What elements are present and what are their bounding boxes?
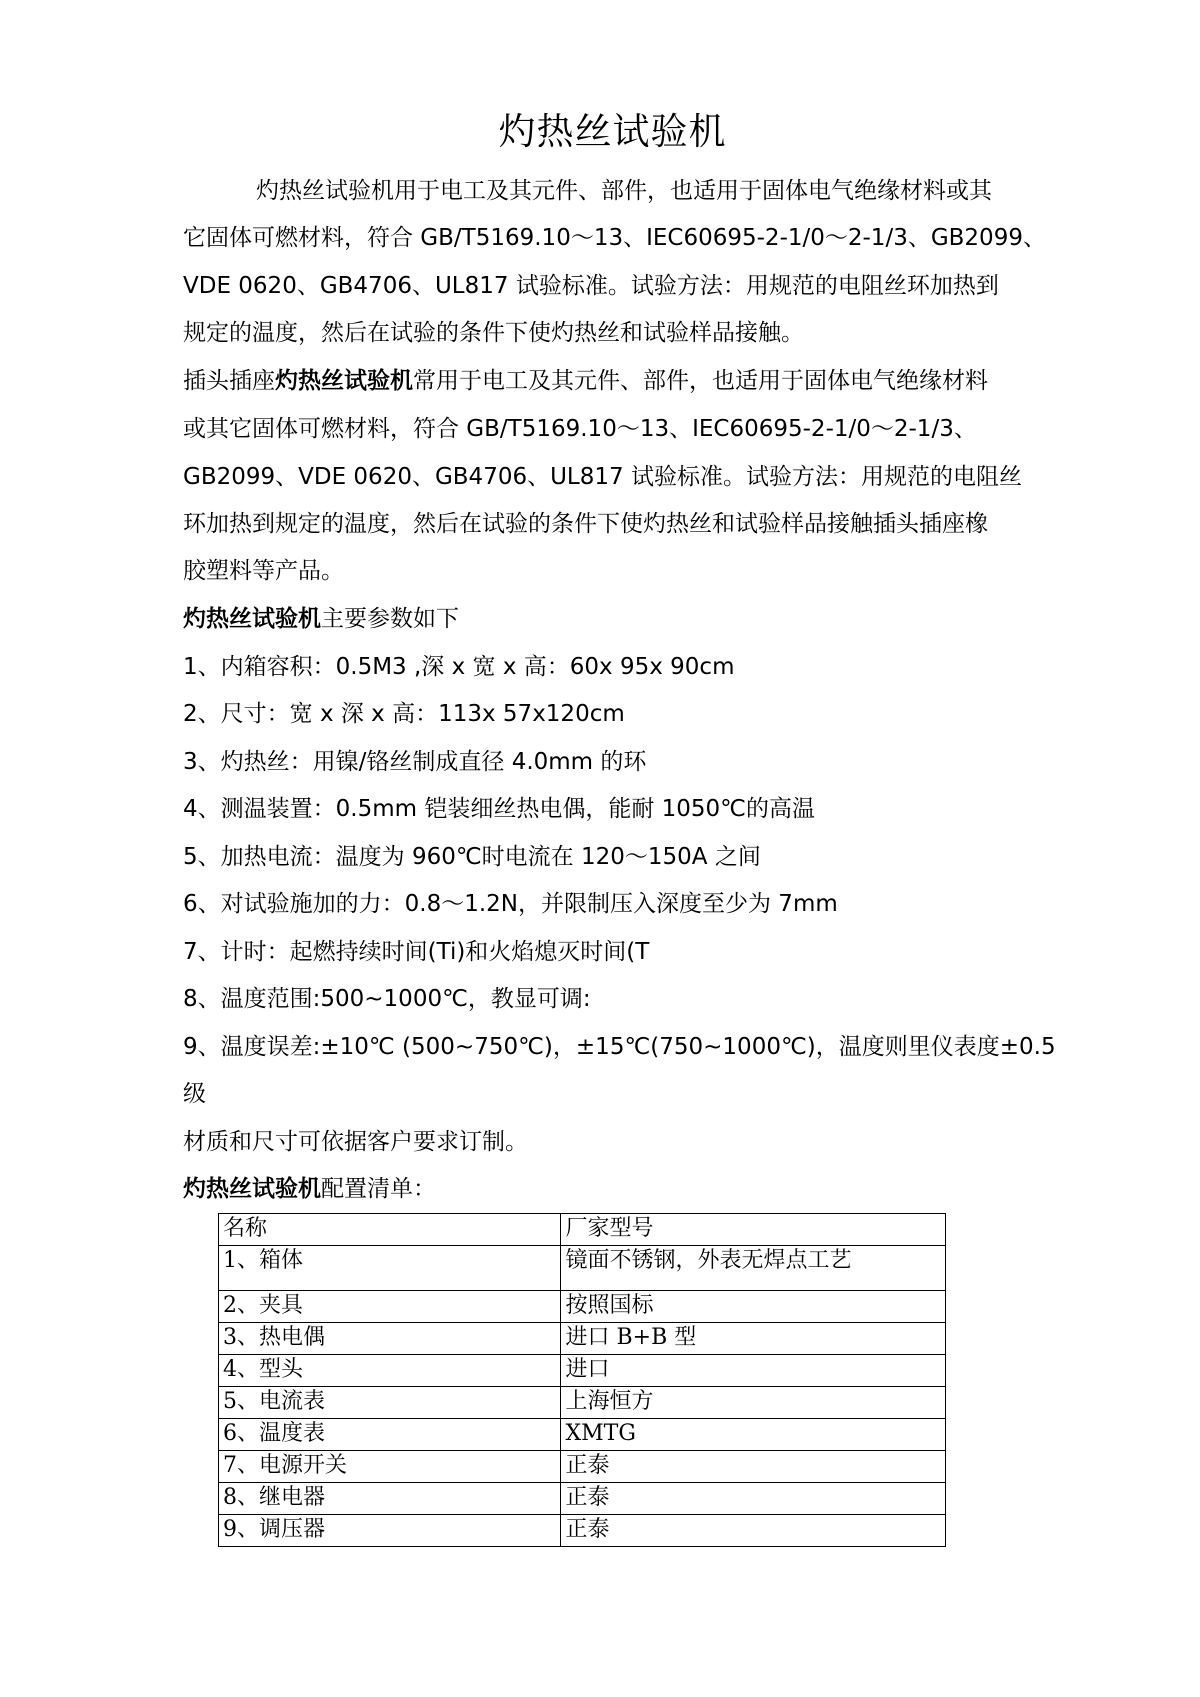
row-model: XMTG	[561, 1419, 946, 1451]
config-table	[218, 1213, 946, 1547]
table-row	[219, 1515, 946, 1547]
plug-bold-term: 灼热丝试验机	[275, 368, 413, 394]
row-model: 进口 B+B 型	[561, 1323, 946, 1355]
table-header-row	[219, 1214, 946, 1246]
table-row	[219, 1323, 946, 1355]
plug-line-5: 胶塑料等产品。	[183, 558, 344, 584]
intro-line-4: 规定的温度，然后在试验的条件下使灼热丝和试验样品接触。	[183, 320, 804, 346]
row-item: 6、温度表	[219, 1419, 561, 1451]
params-heading	[183, 603, 459, 635]
param-item-4: 4、测温装置：0.5mm 铠装细丝热电偶，能耐 1050℃的高温	[183, 796, 816, 822]
header-model: 厂家型号	[561, 1214, 946, 1246]
row-item: 1、箱体	[219, 1246, 561, 1291]
row-model: 上海恒方	[561, 1387, 946, 1419]
intro-line-3: VDE 0620、GB4706、UL817 试验标准。试验方法：用规范的电阻丝环加热到	[183, 273, 999, 299]
custom-note: 材质和尺寸可依据客户要求订制。	[183, 1129, 528, 1155]
plug-line-1	[183, 365, 988, 397]
plug-line-2: 或其它固体可燃材料，符合 GB/T5169.10～13、IEC60695-2-1/0～2-1/3、	[183, 416, 977, 442]
row-model: 按照国标	[561, 1291, 946, 1323]
table-row	[219, 1483, 946, 1515]
row-item: 4、型头	[219, 1355, 561, 1387]
param-item-2: 2、尺寸：宽 x 深 x 高：113x 57x120cm	[183, 701, 625, 727]
row-item: 9、调压器	[219, 1515, 561, 1547]
param-item-7: 7、计时：起燃持续时间(Ti)和火焰熄灭时间(T	[183, 939, 650, 965]
row-item: 8、继电器	[219, 1483, 561, 1515]
row-item: 5、电流表	[219, 1387, 561, 1419]
row-item: 2、夹具	[219, 1291, 561, 1323]
intro-line-2: 它固体可燃材料，符合 GB/T5169.10～13、IEC60695-2-1/0～2-1/3、GB2099、	[183, 225, 1046, 251]
table-row	[219, 1451, 946, 1483]
config-heading-rest: 配置清单：	[321, 1176, 436, 1202]
page-title: 灼热丝试验机	[498, 110, 727, 153]
row-model: 正泰	[561, 1515, 946, 1547]
table-row	[219, 1419, 946, 1451]
param-item-9-continued: 级	[183, 1081, 206, 1107]
param-item-1: 1、内箱容积：0.5M3 ,深 x 宽 x 高：60x 95x 90cm	[183, 654, 735, 680]
intro-line-1: 灼热丝试验机用于电工及其元件、部件，也适用于固体电气绝缘材料或其	[256, 178, 992, 204]
plug-line-1-rest: 常用于电工及其元件、部件，也适用于固体电气绝缘材料	[413, 368, 988, 394]
config-heading	[183, 1173, 436, 1205]
param-item-3: 3、灼热丝：用镍/铬丝制成直径 4.0mm 的环	[183, 749, 647, 775]
param-item-8: 8、温度范围:500~1000℃，教显可调:	[183, 986, 591, 1012]
param-item-5: 5、加热电流：温度为 960℃时电流在 120～150A 之间	[183, 844, 761, 870]
row-item: 7、电源开关	[219, 1451, 561, 1483]
plug-line-3: GB2099、VDE 0620、GB4706、UL817 试验标准。试验方法：用规范的电阻丝	[183, 464, 1022, 490]
plug-line-4: 环加热到规定的温度，然后在试验的条件下使灼热丝和试验样品接触插头插座橡	[183, 511, 988, 537]
params-heading-bold: 灼热丝试验机	[183, 606, 321, 632]
param-item-6: 6、对试验施加的力：0.8～1.2N，并限制压入深度至少为 7mm	[183, 891, 838, 917]
table-row	[219, 1355, 946, 1387]
table-row	[219, 1387, 946, 1419]
plug-prefix: 插头插座	[183, 368, 275, 394]
row-model: 正泰	[561, 1451, 946, 1483]
row-item: 3、热电偶	[219, 1323, 561, 1355]
row-model: 镜面不锈钢，外表无焊点工艺	[561, 1246, 946, 1291]
header-name: 名称	[219, 1214, 561, 1246]
row-model: 进口	[561, 1355, 946, 1387]
row-model: 正泰	[561, 1483, 946, 1515]
param-item-9: 9、温度误差:±10℃ (500~750℃)，±15℃(750~1000℃)，温度则里仪表度±0.5	[183, 1034, 1056, 1060]
table-row	[219, 1291, 946, 1323]
params-heading-rest: 主要参数如下	[321, 606, 459, 632]
config-heading-bold: 灼热丝试验机	[183, 1176, 321, 1202]
table-row	[219, 1246, 946, 1291]
